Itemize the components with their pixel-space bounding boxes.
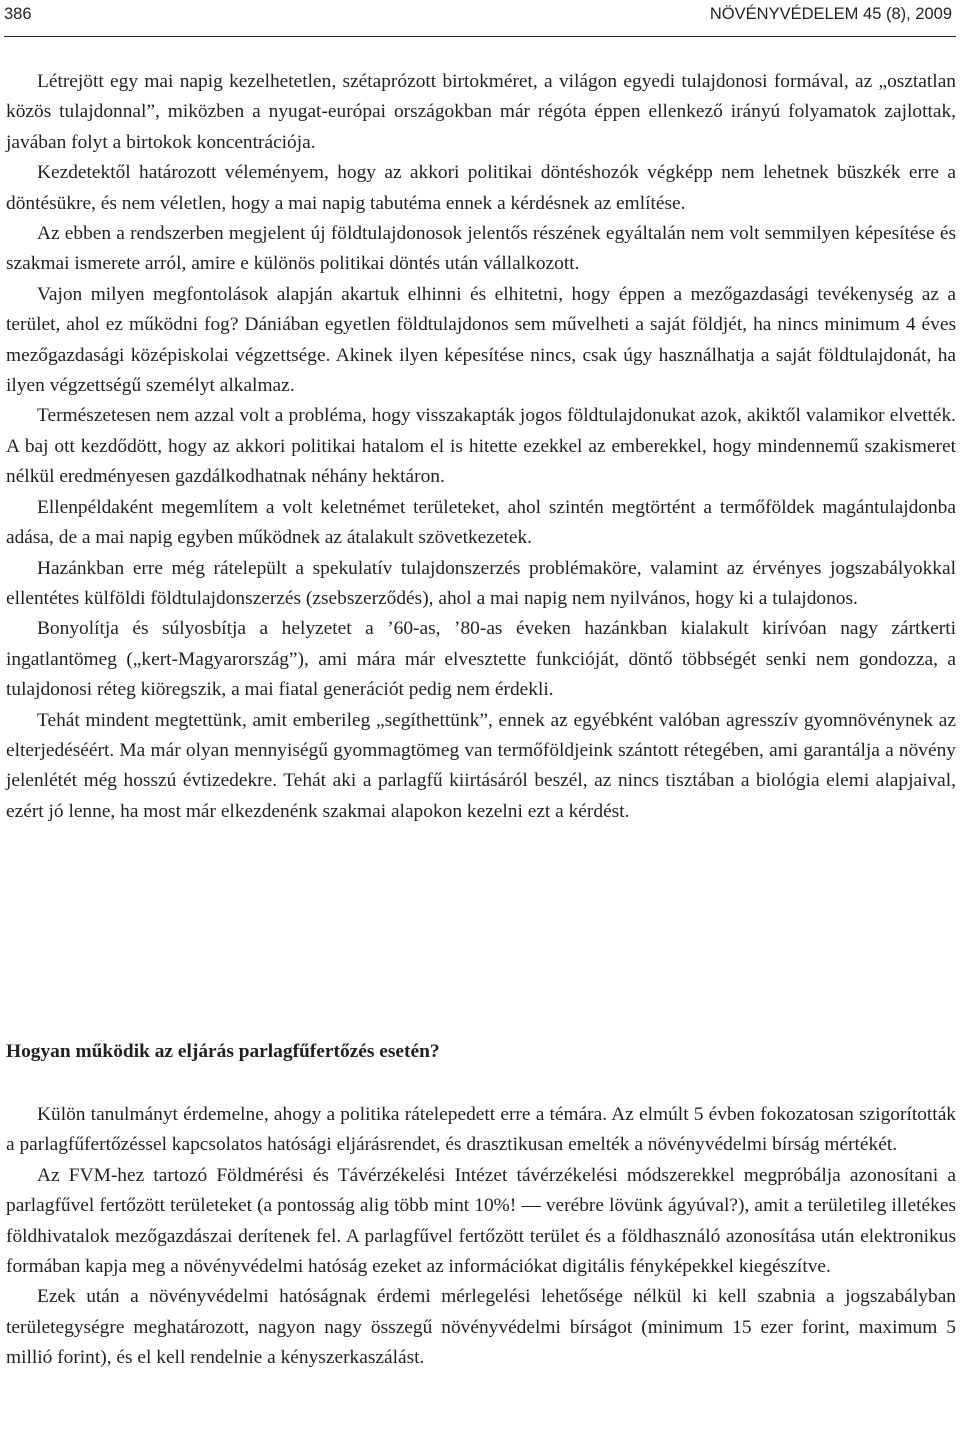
paragraph: Külön tanulmányt érdemelne, ahogy a politika rátelepedett erre a témára. Az elmúlt 5 évben fokozatosan szigorították a parlagfűfertőzéssel kapcsolatos hatósági eljárásrendet, és drasztikusan emelték a növényvédelmi bírság mértékét. bbox=[6, 1104, 956, 1156]
page-header bbox=[0, 0, 960, 40]
paragraph: Bonyolítja és súlyosbítja a helyzetet a ’60-as, ’80-as éveken hazánkban kialakult kirívóan nagy zártkerti ingatlantömeg („kert-Magyarország”), ami mára már elvesztette funkcióját, döntő többségét senki nem gondozza, a tulajdonosi réteg kiöregszik, a mai fiatal generációt pedig nem érdekli. bbox=[6, 618, 956, 701]
section-heading: Hogyan működik az eljárás parlagfűfertőzés esetén? bbox=[6, 1041, 440, 1062]
paragraph: Hazánkban erre még rátelepült a spekulatív tulajdonszerzés problémaköre, valamint az érvényes jogszabályokkal ellentétes külföldi földtulajdonszerzés (zsebszerződés), ahol a mai napig nem nyilvános, hogy ki a tulajdonos. bbox=[6, 557, 956, 609]
paragraph: Ezek után a növényvédelmi hatóságnak érdemi mérlegelési lehetősége nélkül ki kell szabnia a jogszabályban területegységre meghatározott, nagyon nagy összegű növényvédelmi bírságot (minimum 15 ezer forint, maximum 5 millió forint), és el kell rendelnie a kényszerkaszálást. bbox=[6, 1286, 956, 1369]
paragraph: Az FVM-hez tartozó Földmérési és Távérzékelési Intézet távérzékelési módszerekkel megpróbálja azonosítani a parlagfűvel fertőzött területeket (a pontosság alig több mint 10%! — verébre lövünk ágyúval?), amit a területileg illetékes földhivatalok mezőgazdászai derítenek fel. A parlagfűvel fertőzött terület és a földhasználó azonosítása után elektronikus formában kapja meg a növényvédelmi hatóság ezeket az információkat digitális fényképekkel kiegészítve. bbox=[6, 1164, 956, 1278]
paragraph: Tehát mindent megtettünk, amit emberileg „segíthettünk”, ennek az egyébként valóban agresszív gyomnövénynek az elterjedéséért. Ma már olyan mennyiségű gyommagtömeg van termőföldjeink szántott rétegében, ami garantálja a növény jelenlétét még hosszú évtizedekre. Tehát aki a parlagfű kiirtásáról beszél, az nincs tisztában a biológia elemi alapjaival, ezért jó lenne, ha most már elkezdenénk szakmai alapokon kezelni ezt a kérdést. bbox=[6, 709, 956, 822]
journal-title: NÖVÉNYVÉDELEM 45 (8), 2009 bbox=[709, 5, 952, 23]
paragraph: Természetesen nem azzal volt a probléma, hogy visszakapták jogos földtulajdonukat azok, akiktől valamikor elvették. A baj ott kezdődött, hogy az akkori politikai hatalom el is hitette ezekkel az emberekkel, hogy mindennemű szakismeret nélkül eredményesen gazdálkodhatnak néhány hektáron. bbox=[6, 405, 956, 488]
paragraph: Vajon milyen megfontolások alapján akartuk elhinni és elhitetni, hogy éppen a mezőgazdasági tevékenység az a terület, ahol ez működni fog? Dániában egyetlen földtulajdonos sem művelheti a saját földjét, ha nincs minimum 4 éves mezőgazdasági középiskolai végzettsége. Akinek ilyen képesítése nincs, csak úgy használhatja a saját földtulajdonát, ha ilyen végzettségű személyt alkalmaz. bbox=[6, 283, 956, 397]
article-section-1 bbox=[6, 67, 956, 827]
paragraph: Az ebben a rendszerben megjelent új földtulajdonosok jelentős részének egyáltalán nem volt semmilyen képesítése és szakmai ismerete arról, amire e különös politikai döntés után vállalkozott. bbox=[6, 223, 956, 275]
paragraph: Létrejött egy mai napig kezelhetetlen, szétaprózott birtokméret, a világon egyedi tulajdonosi formával, az „osztatlan közös tulajdonnal”, miközben a nyugat-európai országokban már régóta éppen ellenkező irányú folyamatok zajlottak, javában folyt a birtokok koncentrációja. bbox=[6, 71, 956, 153]
article-section-2 bbox=[6, 1100, 956, 1374]
header-rule bbox=[4, 36, 956, 37]
page-number: 386 bbox=[4, 5, 32, 23]
paragraph: Ellenpéldaként megemlítem a volt keletnémet területeket, ahol szintén megtörtént a termőföldek magántulajdonba adása, de a mai napig egyben működnek az átalakult szövetkezetek. bbox=[6, 496, 956, 549]
paragraph: Kezdetektől határozott véleményem, hogy az akkori politikai döntéshozók végképp nem lehetnek büszkék erre a döntésükre, és nem véletlen, hogy a mai napig tabutéma ennek a kérdésnek az említése. bbox=[6, 162, 956, 214]
